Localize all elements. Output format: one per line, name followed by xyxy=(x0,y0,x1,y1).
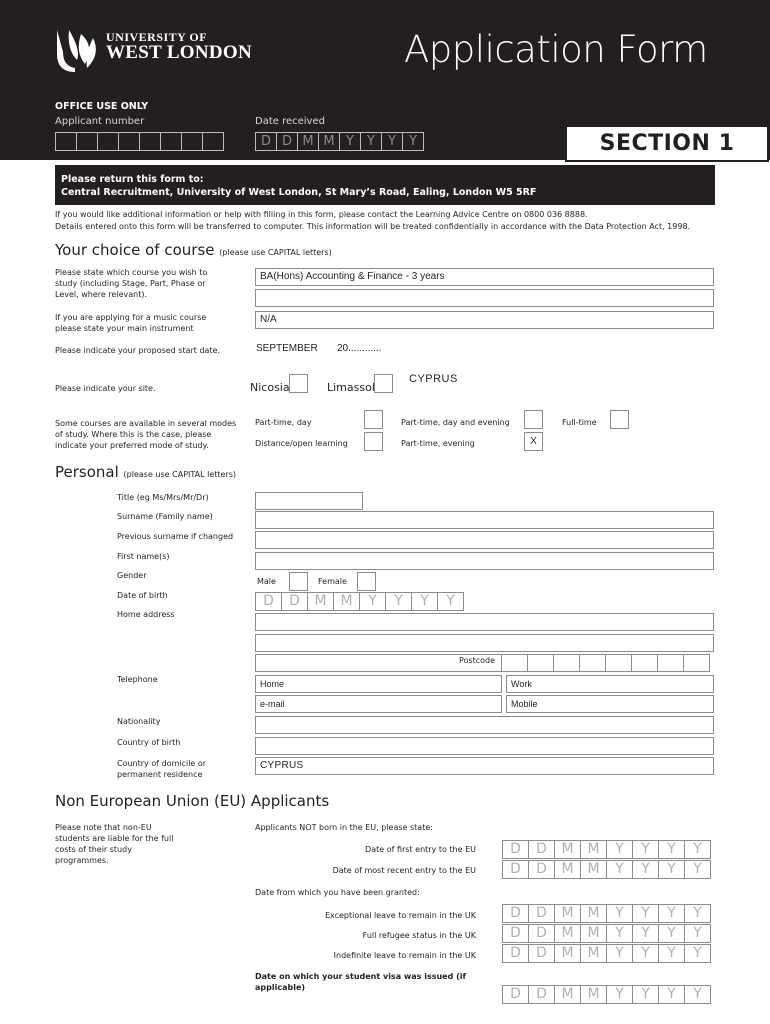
logo-west-london: WEST LONDON xyxy=(106,42,253,63)
nationality-field[interactable] xyxy=(255,716,714,734)
home-address-label: Home address xyxy=(117,610,175,619)
mode-pt-evening-label: Part-time, evening xyxy=(401,439,475,448)
previous-surname-field[interactable] xyxy=(255,531,714,549)
first-names-field[interactable] xyxy=(255,552,714,570)
email-field[interactable]: e-mail xyxy=(255,695,502,713)
applicant-number-cells[interactable] xyxy=(55,132,223,151)
address-line1[interactable] xyxy=(255,613,714,631)
info-line2: Details entered onto this form will be transferred to computer. This information will be treated confidentially in accordance with the Data Protection Act, 1998. xyxy=(55,222,691,231)
domicile-label: Country of domicile or permanent residence xyxy=(117,759,207,779)
gender-label: Gender xyxy=(117,571,147,580)
recent-entry-label: Date of most recent entry to the EU xyxy=(332,866,476,875)
domicile-field[interactable]: CYPRUS xyxy=(255,757,714,775)
first-entry-cells[interactable]: D D M M Y Y Y Y xyxy=(502,840,710,859)
site-limassol-checkbox[interactable] xyxy=(374,374,393,393)
return-line2: Central Recruitment, University of West London, St Mary’s Road, Ealing, London W5 5RF xyxy=(61,186,537,198)
first-entry-label: Date of first entry to the EU xyxy=(365,845,476,854)
refugee-status-label: Full refugee status in the UK xyxy=(362,931,476,940)
male-checkbox[interactable] xyxy=(289,572,308,591)
info-line1: If you would like additional information or help with filling in this form, please contact the Learning Advice Centre on 0800 036 8888. xyxy=(55,210,588,219)
personal-heading: Personal (please use CAPITAL letters) xyxy=(55,463,237,481)
home-phone-field[interactable]: Home xyxy=(255,675,502,693)
logo-university-of: UNIVERSITY OF xyxy=(106,30,208,44)
course-prompt: Please state which course you wish to study (including Stage, Part, Phase or Level, where relevant). xyxy=(55,268,208,299)
dob-cells[interactable]: D D M M Y Y Y Y xyxy=(255,592,463,611)
non-eu-note: Please note that non-EU students are liable for the full costs of their study programmes. xyxy=(55,823,174,865)
site-limassol-label: Limassol xyxy=(327,381,375,394)
mode-distance-checkbox[interactable] xyxy=(364,432,383,451)
date-received-cells[interactable]: D D M M Y Y Y Y xyxy=(255,132,423,151)
country-of-birth-field[interactable] xyxy=(255,737,714,755)
visa-label: Date on which your student visa was issued (if applicable) xyxy=(255,972,466,992)
refugee-status-cells[interactable]: D D M M Y Y Y Y xyxy=(502,924,710,943)
start-date-prompt: Please indicate your proposed start date. xyxy=(55,346,221,355)
postcode-cells[interactable] xyxy=(501,654,709,672)
music-prompt: If you are applying for a music course please state your main instrument xyxy=(55,313,207,333)
female-label: Female xyxy=(318,577,347,586)
start-month: SEPTEMBER xyxy=(256,343,318,354)
telephone-label: Telephone xyxy=(117,675,158,684)
mode-pt-day-label: Part-time, day xyxy=(255,418,312,427)
course-heading: Your choice of course (please use CAPITAL letters) xyxy=(55,241,332,259)
surname-label: Surname (Family name) xyxy=(117,512,213,521)
date-received-label: Date received xyxy=(255,116,325,127)
title-label: Title (eg Ms/Mrs/Mr/Dr) xyxy=(117,493,209,502)
site-nicosia-checkbox[interactable] xyxy=(289,374,308,393)
not-born-label: Applicants NOT born in the EU, please state: xyxy=(255,823,433,832)
surname-field[interactable] xyxy=(255,511,714,529)
return-line1: Please return this form to: xyxy=(61,174,204,185)
start-year: 20............ xyxy=(337,343,382,354)
indefinite-leave-label: Indefinite leave to remain in the UK xyxy=(333,951,476,960)
mode-pt-day-evening-checkbox[interactable] xyxy=(524,410,543,429)
postcode-label: Postcode xyxy=(459,656,496,665)
indefinite-leave-cells[interactable]: D D M M Y Y Y Y xyxy=(502,944,710,963)
office-use-heading: OFFICE USE ONLY xyxy=(55,101,149,112)
address-line2[interactable] xyxy=(255,634,714,652)
granted-label: Date from which you have been granted: xyxy=(255,888,420,897)
site-handwritten-value: CYPRUS xyxy=(409,373,458,385)
mode-pt-day-evening-label: Part-time, day and evening xyxy=(401,418,510,427)
site-nicosia-label: Nicosia xyxy=(250,381,290,394)
course-field-2[interactable] xyxy=(255,289,714,307)
mode-ft-label: Full-time xyxy=(562,418,597,427)
dob-label: Date of birth xyxy=(117,591,168,600)
return-notice xyxy=(55,165,715,205)
section-label: SECTION 1 xyxy=(565,125,769,162)
previous-surname-label: Previous surname if changed xyxy=(117,532,234,541)
page-title: Application Form xyxy=(404,28,708,71)
exceptional-leave-cells[interactable]: D D M M Y Y Y Y xyxy=(502,904,710,923)
non-eu-heading: Non European Union (EU) Applicants xyxy=(55,792,330,810)
visa-date-cells[interactable]: D D M M Y Y Y Y xyxy=(502,985,710,1004)
mode-pt-day-checkbox[interactable] xyxy=(364,410,383,429)
mode-pt-evening-checkbox[interactable]: X xyxy=(524,432,543,451)
course-field[interactable]: BA(Hons) Accounting & Finance - 3 years xyxy=(255,268,714,286)
mode-ft-checkbox[interactable] xyxy=(610,410,629,429)
university-logo-icon xyxy=(55,28,101,74)
nationality-label: Nationality xyxy=(117,717,161,726)
site-prompt: Please indicate your site. xyxy=(55,384,156,393)
first-names-label: First name(s) xyxy=(117,552,170,561)
title-field[interactable] xyxy=(255,492,363,510)
recent-entry-cells[interactable]: D D M M Y Y Y Y xyxy=(502,860,710,879)
mode-distance-label: Distance/open learning xyxy=(255,439,348,448)
work-phone-field[interactable]: Work xyxy=(506,675,714,693)
male-label: Male xyxy=(257,577,276,586)
country-of-birth-label: Country of birth xyxy=(117,738,181,747)
mobile-field[interactable]: Mobile xyxy=(506,695,714,713)
mode-prompt: Some courses are available in several modes of study. Where this is the case, please indicate your preferred mode of study. xyxy=(55,419,237,450)
applicant-number-label: Applicant number xyxy=(55,116,145,127)
female-checkbox[interactable] xyxy=(357,572,376,591)
exceptional-leave-label: Exceptional leave to remain in the UK xyxy=(324,911,476,920)
music-instrument-field[interactable]: N/A xyxy=(255,311,714,329)
